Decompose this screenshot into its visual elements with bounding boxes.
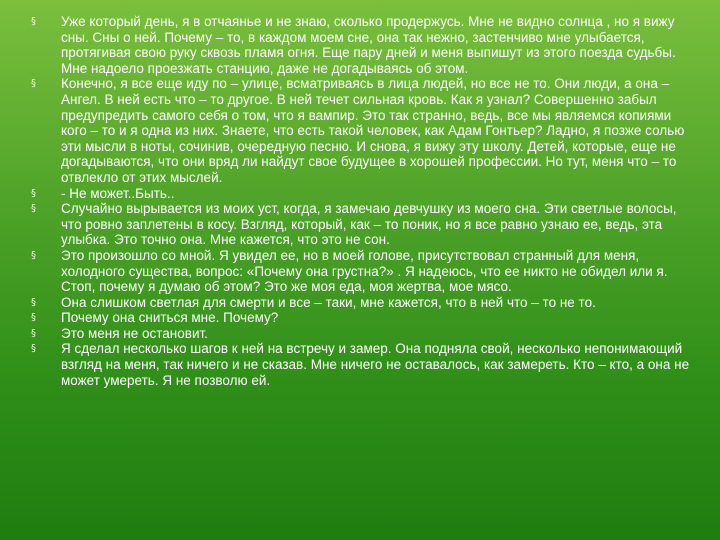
bullet-marker-icon: §: [31, 343, 36, 355]
paragraph-text: Уже который день, я в отчаянье и не знаю, сколько продержусь. Мне не видно солнца , но я вижу сны. Сны о ней. Почему – то, в каждом моем сне, она так нежно, застенчиво мне улыбается, протягивая свою руку сквозь пламя огня. Еще пару дней и меня выпишут из этого поезда судьбы. Мне надоело проезжать станцию, даже не догадываясь об этом.: [61, 14, 676, 76]
bullet-marker-icon: §: [31, 187, 36, 199]
bullet-marker-icon: §: [31, 327, 36, 339]
list-item: [0, 76, 700, 185]
paragraph-text: Это меня не остановит.: [61, 325, 208, 341]
list-item: [0, 248, 700, 295]
bullet-marker-icon: §: [31, 249, 36, 261]
bullet-marker-icon: §: [31, 312, 36, 324]
list-item: [0, 201, 700, 248]
list-item: [0, 341, 700, 388]
list-item: [0, 295, 700, 311]
list-item: [0, 326, 700, 342]
paragraph-text: - Не может..Быть..: [61, 185, 175, 201]
paragraph-text: Это произошло со мной. Я увидел ее, но в моей голове, присутствовал странный для меня, холодного существа, вопрос: «Почему она грустна?» . Я надеюсь, что ее никто не обидел или я. Стоп, почему я думаю об этом? Это же моя еда, моя жертва, мое мясо.: [61, 247, 668, 295]
list-item: [0, 186, 700, 202]
bullet-marker-icon: §: [31, 16, 36, 27]
list-item: [0, 310, 700, 326]
paragraph-text: Конечно, я все еще иду по – улице, всматриваясь в лица людей, но все не то. Они люди, а она – Ангел. В ней есть что – то другое. В ней течет сильная кровь. Как я узнал? Совершенно забыл предупредить самого себя о том, что я вампир. Это так странно, ведь, все мы являемся копиями кого – то и я одна из них. Знаете, что есть такой человек, как Адам Гонтьер? Ладно, я позже солью эти мысли в ноты, сочинив, очередную песню. И снова, я вижу эту школу. Детей, которые, еще не догадываются, что они вряд ли найдут свое будущее в хорошей профессии. Но тут, меня что – то отвлекло от этих мыслей.: [61, 76, 685, 185]
paragraph-text: Я сделал несколько шагов к ней на встречу и замер. Она подняла свой, несколько непонимающий взгляд на меня, так ничего и не сказав. Мне ничего не оставалось, как замереть. Кто – кто, а она не может умереть. Я не позволю ей.: [61, 341, 690, 388]
paragraph-text: Почему она сниться мне. Почему?: [61, 310, 279, 326]
bullet-marker-icon: §: [31, 296, 36, 308]
paragraph-text: Она слишком светлая для смерти и все – таки, мне кажется, что в ней что – то не то.: [61, 294, 596, 310]
bullet-marker-icon: §: [31, 203, 36, 215]
bullet-marker-icon: §: [31, 78, 36, 90]
list-item: [0, 14, 700, 76]
paragraph-text: Случайно вырывается из моих уст, когда, я замечаю девчушку из моего сна. Эти светлые волосы, что ровно заплетены в косу. Взгляд, который, как – то поник, но я все равно узнаю ее, ведь, эта улыбка. Это точно она. Мне кажется, что это не сон.: [61, 201, 677, 248]
